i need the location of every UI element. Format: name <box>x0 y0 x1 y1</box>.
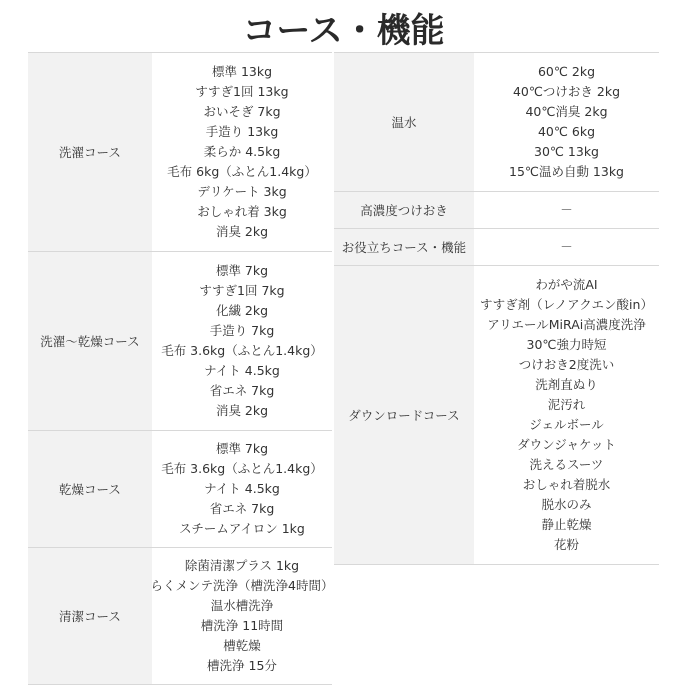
course-item: 洗えるスーツ <box>529 457 604 472</box>
course-item: 手造り 7kg <box>209 323 275 338</box>
course-items <box>152 548 332 684</box>
course-item: 40℃つけおき 2kg <box>512 84 621 99</box>
course-item: 槽洗浄 11時間 <box>200 618 284 633</box>
course-item: 手造り 13kg <box>205 124 279 139</box>
course-row <box>28 53 332 252</box>
course-item: 30℃ 13kg <box>534 144 599 159</box>
course-item: 消臭 2kg <box>215 224 269 239</box>
course-item: すすぎ剤（レノアクエン酸in） <box>480 297 653 312</box>
course-label: 温水 <box>334 53 474 191</box>
course-row <box>334 192 659 229</box>
course-item: すすぎ1回 7kg <box>199 283 285 298</box>
course-row <box>334 53 659 192</box>
course-item: 脱水のみ <box>541 497 592 512</box>
course-item: 省エネ 7kg <box>209 383 275 398</box>
course-item: おいそぎ 7kg <box>203 104 281 119</box>
course-label: 洗濯コース <box>28 53 152 251</box>
course-item: つけおき2度洗い <box>518 357 615 372</box>
course-item: 15℃温め自動 13kg <box>509 164 624 179</box>
course-row <box>28 548 332 685</box>
course-item: － <box>560 239 573 254</box>
course-item: ナイト 4.5kg <box>204 363 280 378</box>
course-item: 標準 13kg <box>211 64 273 79</box>
course-item: 静止乾燥 <box>541 517 592 532</box>
course-item: － <box>560 202 573 217</box>
course-item: 30℃強力時短 <box>526 337 607 352</box>
course-item: 槽洗浄 15分 <box>207 658 277 673</box>
course-label: ダウンロードコース <box>334 266 474 564</box>
course-item: デリケート 3kg <box>197 184 287 199</box>
course-item: アリエールMiRAi高濃度洗浄 <box>487 317 646 332</box>
course-items <box>152 431 332 547</box>
course-item: 泥汚れ <box>547 397 586 412</box>
course-row <box>28 252 332 431</box>
course-row <box>334 266 659 565</box>
course-item: すすぎ1回 13kg <box>195 84 289 99</box>
course-label: 高濃度つけおき <box>334 192 474 228</box>
course-row <box>334 229 659 266</box>
course-item: 槽乾燥 <box>223 638 261 653</box>
course-row <box>28 431 332 548</box>
course-item: らくメンテ洗浄（槽洗浄4時間） <box>150 578 334 593</box>
course-item: 標準 7kg <box>215 263 269 278</box>
course-item: 40℃消臭 2kg <box>525 104 608 119</box>
course-item: 毛布 3.6kg（ふとん1.4kg） <box>161 343 323 358</box>
course-label: 乾燥コース <box>28 431 152 547</box>
course-label: 洗濯～乾燥コース <box>28 252 152 430</box>
course-item: 化繊 2kg <box>215 303 269 318</box>
course-item: 60℃ 2kg <box>537 64 596 79</box>
course-item: 洗剤直ぬり <box>535 377 598 392</box>
course-item: ナイト 4.5kg <box>204 481 280 496</box>
course-items <box>474 266 659 564</box>
course-item: 標準 7kg <box>215 441 269 456</box>
course-item: おしゃれ着 3kg <box>197 204 287 219</box>
course-item: 除菌清潔プラス 1kg <box>184 558 300 573</box>
course-item: スチームアイロン 1kg <box>179 521 305 536</box>
course-item: 毛布 3.6kg（ふとん1.4kg） <box>161 461 323 476</box>
course-item: 40℃ 6kg <box>537 124 596 139</box>
course-items <box>152 252 332 430</box>
page-title: コース・機能 <box>242 11 445 51</box>
course-item: 柔らか 4.5kg <box>203 144 281 159</box>
course-label: 清潔コース <box>28 548 152 684</box>
course-item: 省エネ 7kg <box>209 501 275 516</box>
course-item: おしゃれ着脱水 <box>522 477 611 492</box>
course-item: 毛布 6kg（ふとん1.4kg） <box>167 164 317 179</box>
course-item: わがや流AI <box>535 277 598 292</box>
course-item: 消臭 2kg <box>215 403 269 418</box>
course-item: 温水槽洗浄 <box>210 598 274 613</box>
course-label: お役立ちコース・機能 <box>334 229 474 265</box>
course-item: ジェルボール <box>529 417 604 432</box>
course-items <box>474 192 659 228</box>
course-items <box>474 229 659 265</box>
course-items <box>474 53 659 191</box>
course-item: ダウンジャケット <box>517 437 616 452</box>
course-item: 花粉 <box>553 537 579 552</box>
course-items <box>152 53 332 251</box>
